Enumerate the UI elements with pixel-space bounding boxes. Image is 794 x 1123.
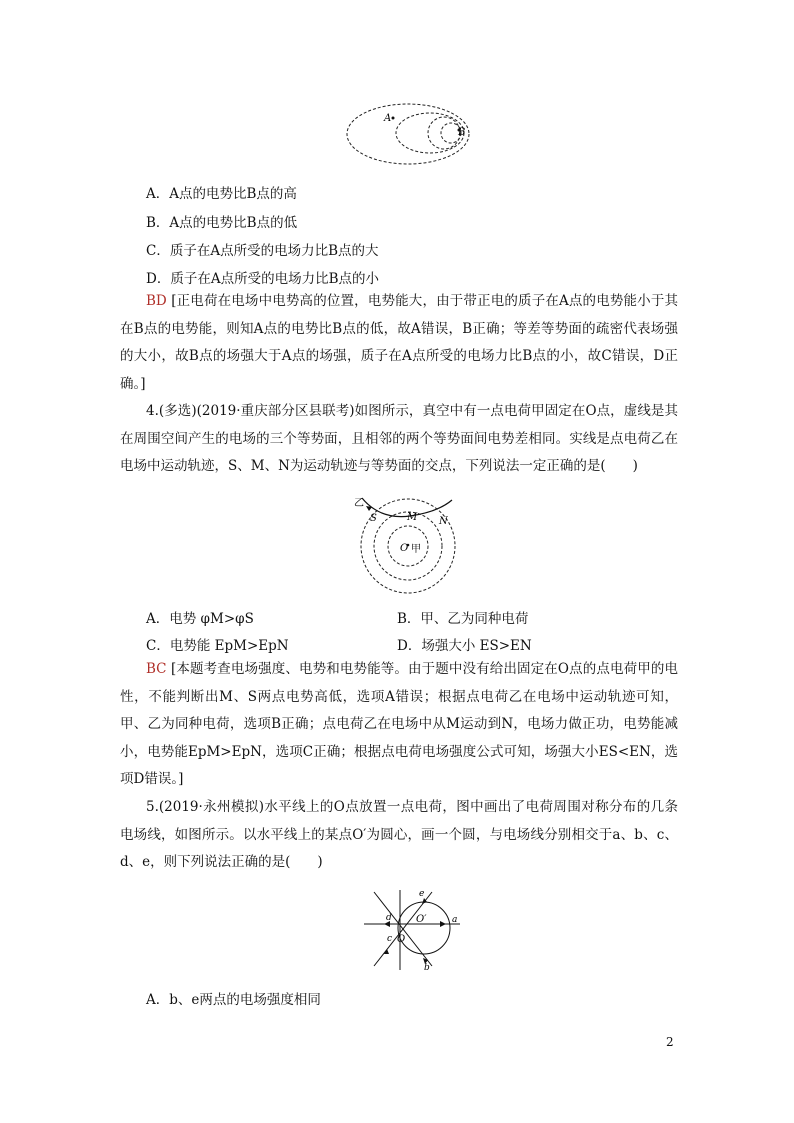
point-a (392, 117, 395, 120)
q4-answer: BC (146, 661, 167, 677)
q3-option-b: B．A点的电势比B点的低 (146, 215, 298, 231)
q3-option-a: A．A点的电势比B点的高 (146, 186, 297, 202)
figure-field-lines-circle (362, 886, 462, 972)
label-s: S (370, 513, 377, 524)
outer-ellipse (347, 104, 469, 164)
label-o-prime: O′ (416, 914, 427, 925)
q4-option-b: B．甲、乙为同种电荷 (397, 611, 529, 627)
page-number: 2 (666, 1035, 674, 1049)
label-b-fig: b (424, 963, 430, 972)
label-a: A (384, 113, 392, 124)
q4-explanation (120, 656, 678, 794)
arrow-a (440, 921, 446, 927)
figure-concentric-equipotentials (350, 490, 460, 594)
label-m: M (407, 512, 418, 523)
label-d: d (386, 913, 392, 923)
label-e: e (419, 889, 425, 899)
q3-explanation (120, 288, 678, 398)
q4-stem: 4.(多选)(2019·重庆部分区县联考)如图所示，真空中有一点电荷甲固定在O点，虚线是其在周围空间产生的电场的三个等势面，且相邻的两个等势面间电势差相同。实线是点电荷乙在电场中运动轨迹，S、M、N为运动轨迹与等势面的交点，下列说法一定正确的是( ) (120, 403, 678, 474)
q3-answer: BD (146, 293, 167, 309)
label-c: c (387, 934, 393, 944)
label-o-fig: O (397, 934, 406, 945)
label-b: B (458, 127, 466, 138)
q3-explanation-text: [正电荷在电场中电势高的位置，电势能大，由于带正电的质子在A点的电势能小于其在B点的电势能，则知A点的电势比B点的低，故A错误，B正确；等差等势面的疏密代表场强的大小，故B点的场强大于A点的场强，质子在A点所受的电场力比B点的小，故C错误，D正确。] (120, 293, 678, 392)
label-o: O (400, 543, 409, 554)
circle-o-prime (398, 902, 450, 954)
middle-ellipse (396, 113, 464, 153)
q4-option-d: D．场强大小 ES>EN (397, 638, 532, 654)
label-jia: 甲 (411, 544, 421, 555)
q5-option-a: A．b、e两点的电场强度相同 (146, 992, 321, 1008)
q3-option-d: D．质子在A点所受的电场力比B点的小 (146, 271, 379, 287)
q5-stem: 5.(2019·永州模拟)水平线上的O点放置一点电荷，图中画出了电荷周围对称分布的几条电场线，如图所示。以水平线上的某点O′为圆心，画一个圆，与电场线分别相交于a、b、c、d、e，则下列说法正确的是( ) (120, 799, 678, 870)
inner-circle-1 (428, 117, 460, 149)
label-n: N (439, 516, 448, 527)
q4-option-c: C．电势能 EpM>EpN (146, 638, 289, 654)
q4-option-a: A．电势 φM>φS (146, 611, 254, 627)
q4-explanation-text: [本题考查电场强度、电势和电势能等。由于题中没有给出固定在O点的点电荷甲的电性，不能判断出M、S两点电势高低，选项A错误；根据点电荷乙在电场中运动轨迹可知，甲、乙为同种电荷，选项B正确；点电荷乙在电场中从M运动到N，电场力做正功，电势能减小，电势能EpM>EpN，选项C正确；根据点电荷电场强度公式可知，场强大小ES<EN，选项D错误。] (120, 661, 678, 787)
figure-equipotential-ellipses (346, 102, 472, 166)
label-a-fig: a (452, 915, 458, 925)
label-yi: 乙 (354, 498, 364, 509)
q3-option-c: C．质子在A点所受的电场力比B点的大 (146, 243, 379, 259)
